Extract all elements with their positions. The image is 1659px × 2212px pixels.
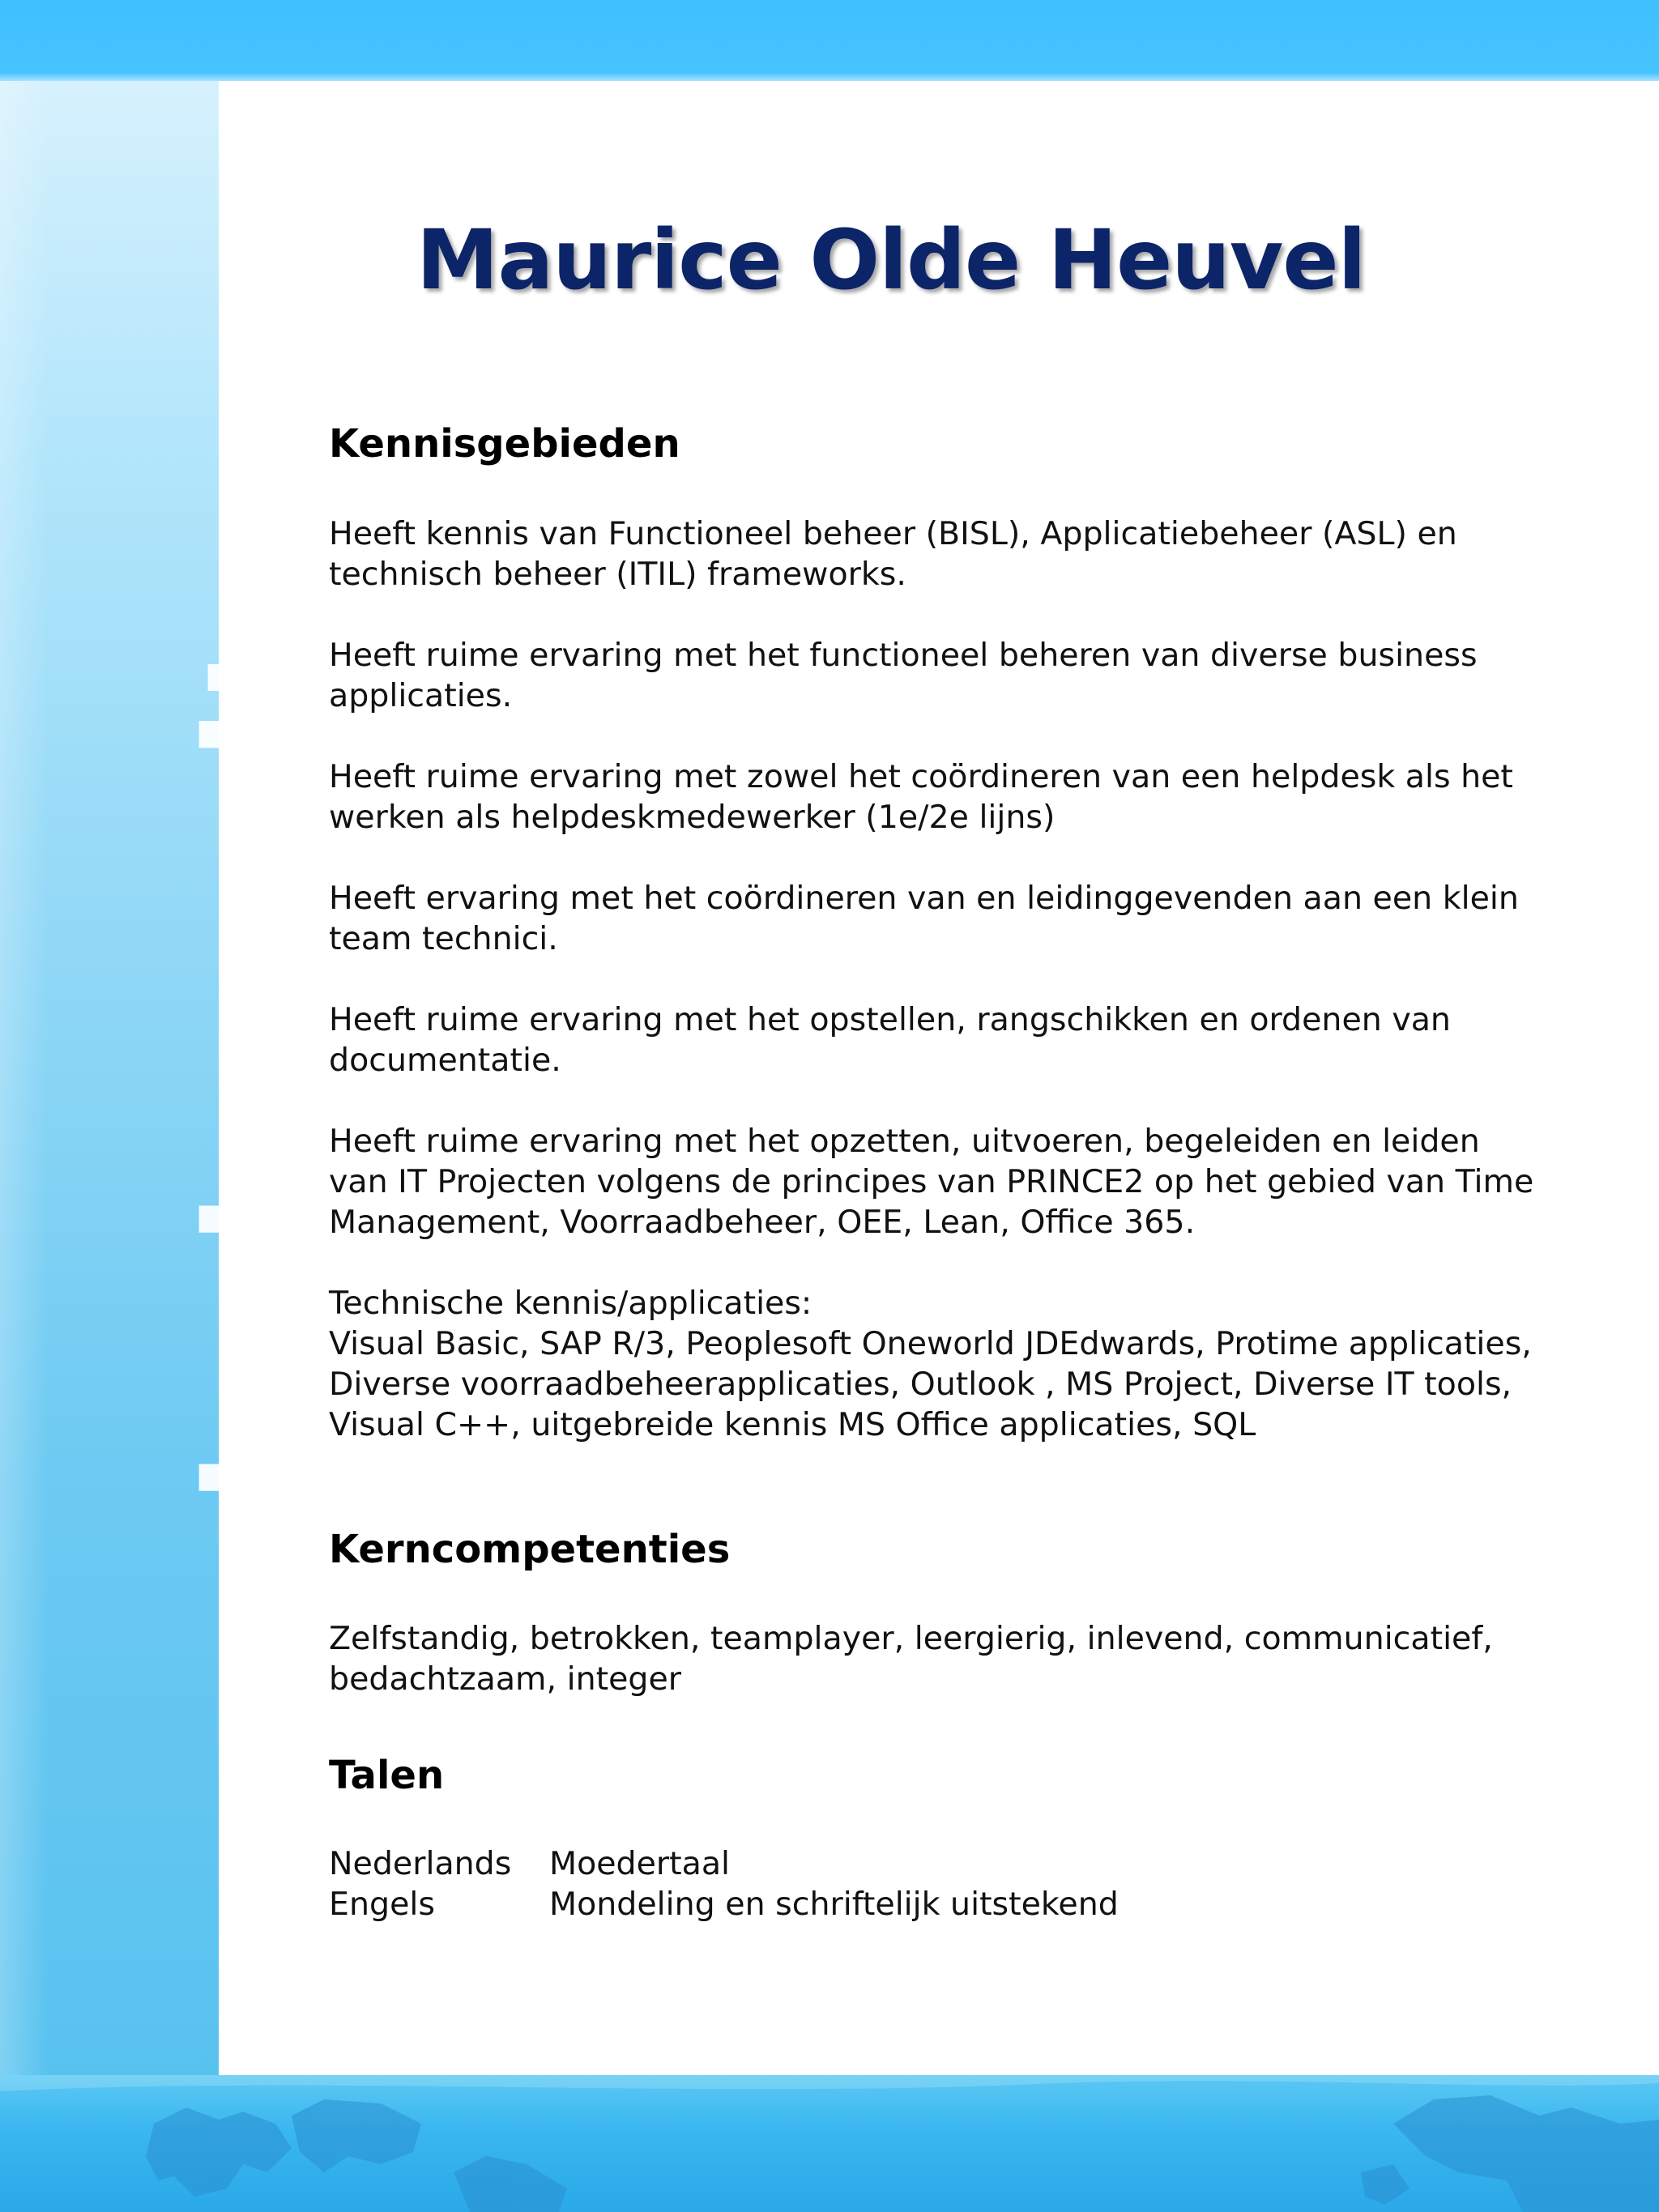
person-name: Maurice Olde Heuvel	[416, 212, 1366, 309]
paragraph: Heeft ruime ervaring met zowel het coördineren van een helpdesk als het werken als helpdeskmedewerker (1e/2e lijns)	[329, 758, 1513, 836]
language-row	[329, 1843, 730, 1884]
world-map-icon	[0, 2075, 1659, 2212]
language-level: Moedertaal	[549, 1845, 731, 1882]
language-row	[329, 1884, 1119, 1924]
section-title-kerncompetenties: Kerncompetenties	[329, 1527, 731, 1572]
vertical-title: curriculum vitae	[173, 420, 352, 1863]
language-name: Nederlands	[329, 1845, 512, 1882]
section-title-talen: Talen	[329, 1753, 445, 1798]
top-banner	[0, 0, 1659, 81]
section-title-kennisgebieden: Kennisgebieden	[329, 421, 680, 467]
language-level: Mondeling en schriftelijk uitstekend	[549, 1886, 1119, 1923]
paragraph-competenties: Zelfstandig, betrokken, teamplayer, leergierig, inlevend, communicatief, bedachtzaam, integer	[329, 1620, 1493, 1698]
paragraph: Heeft ruime ervaring met het opstellen, rangschikken en ordenen van documentatie.	[329, 1001, 1451, 1079]
paragraph: Heeft kennis van Functioneel beheer (BISL), Applicatiebeheer (ASL) en technisch beheer (ITIL) frameworks.	[329, 515, 1457, 593]
paragraph: Heeft ervaring met het coördineren van en leidinggevenden aan een klein team technici.	[329, 880, 1519, 957]
paragraph: Heeft ruime ervaring met het functioneel beheren van diverse business applicaties.	[329, 637, 1478, 714]
bottom-world-map-banner	[0, 2075, 1659, 2212]
paragraph-technische-kennis: Technische kennis/applicaties: Visual Basic, SAP R/3, Peoplesoft Oneworld JDEdwards, Protime applicaties, Diverse voorraadbeheerapplicaties, Outlook , MS Project, Diverse IT tools, Visual C++, uitgebreide kennis MS Office applicaties, SQL	[329, 1285, 1532, 1443]
paragraph: Heeft ruime ervaring met het opzetten, uitvoeren, begeleiden en leiden van IT Projecten volgens de principes van PRINCE2 op het gebied van Time Management, Voorraadbeheer, OEE, Lean, Office 365.	[329, 1123, 1534, 1241]
language-name: Engels	[329, 1886, 435, 1923]
side-banner	[0, 81, 352, 2075]
